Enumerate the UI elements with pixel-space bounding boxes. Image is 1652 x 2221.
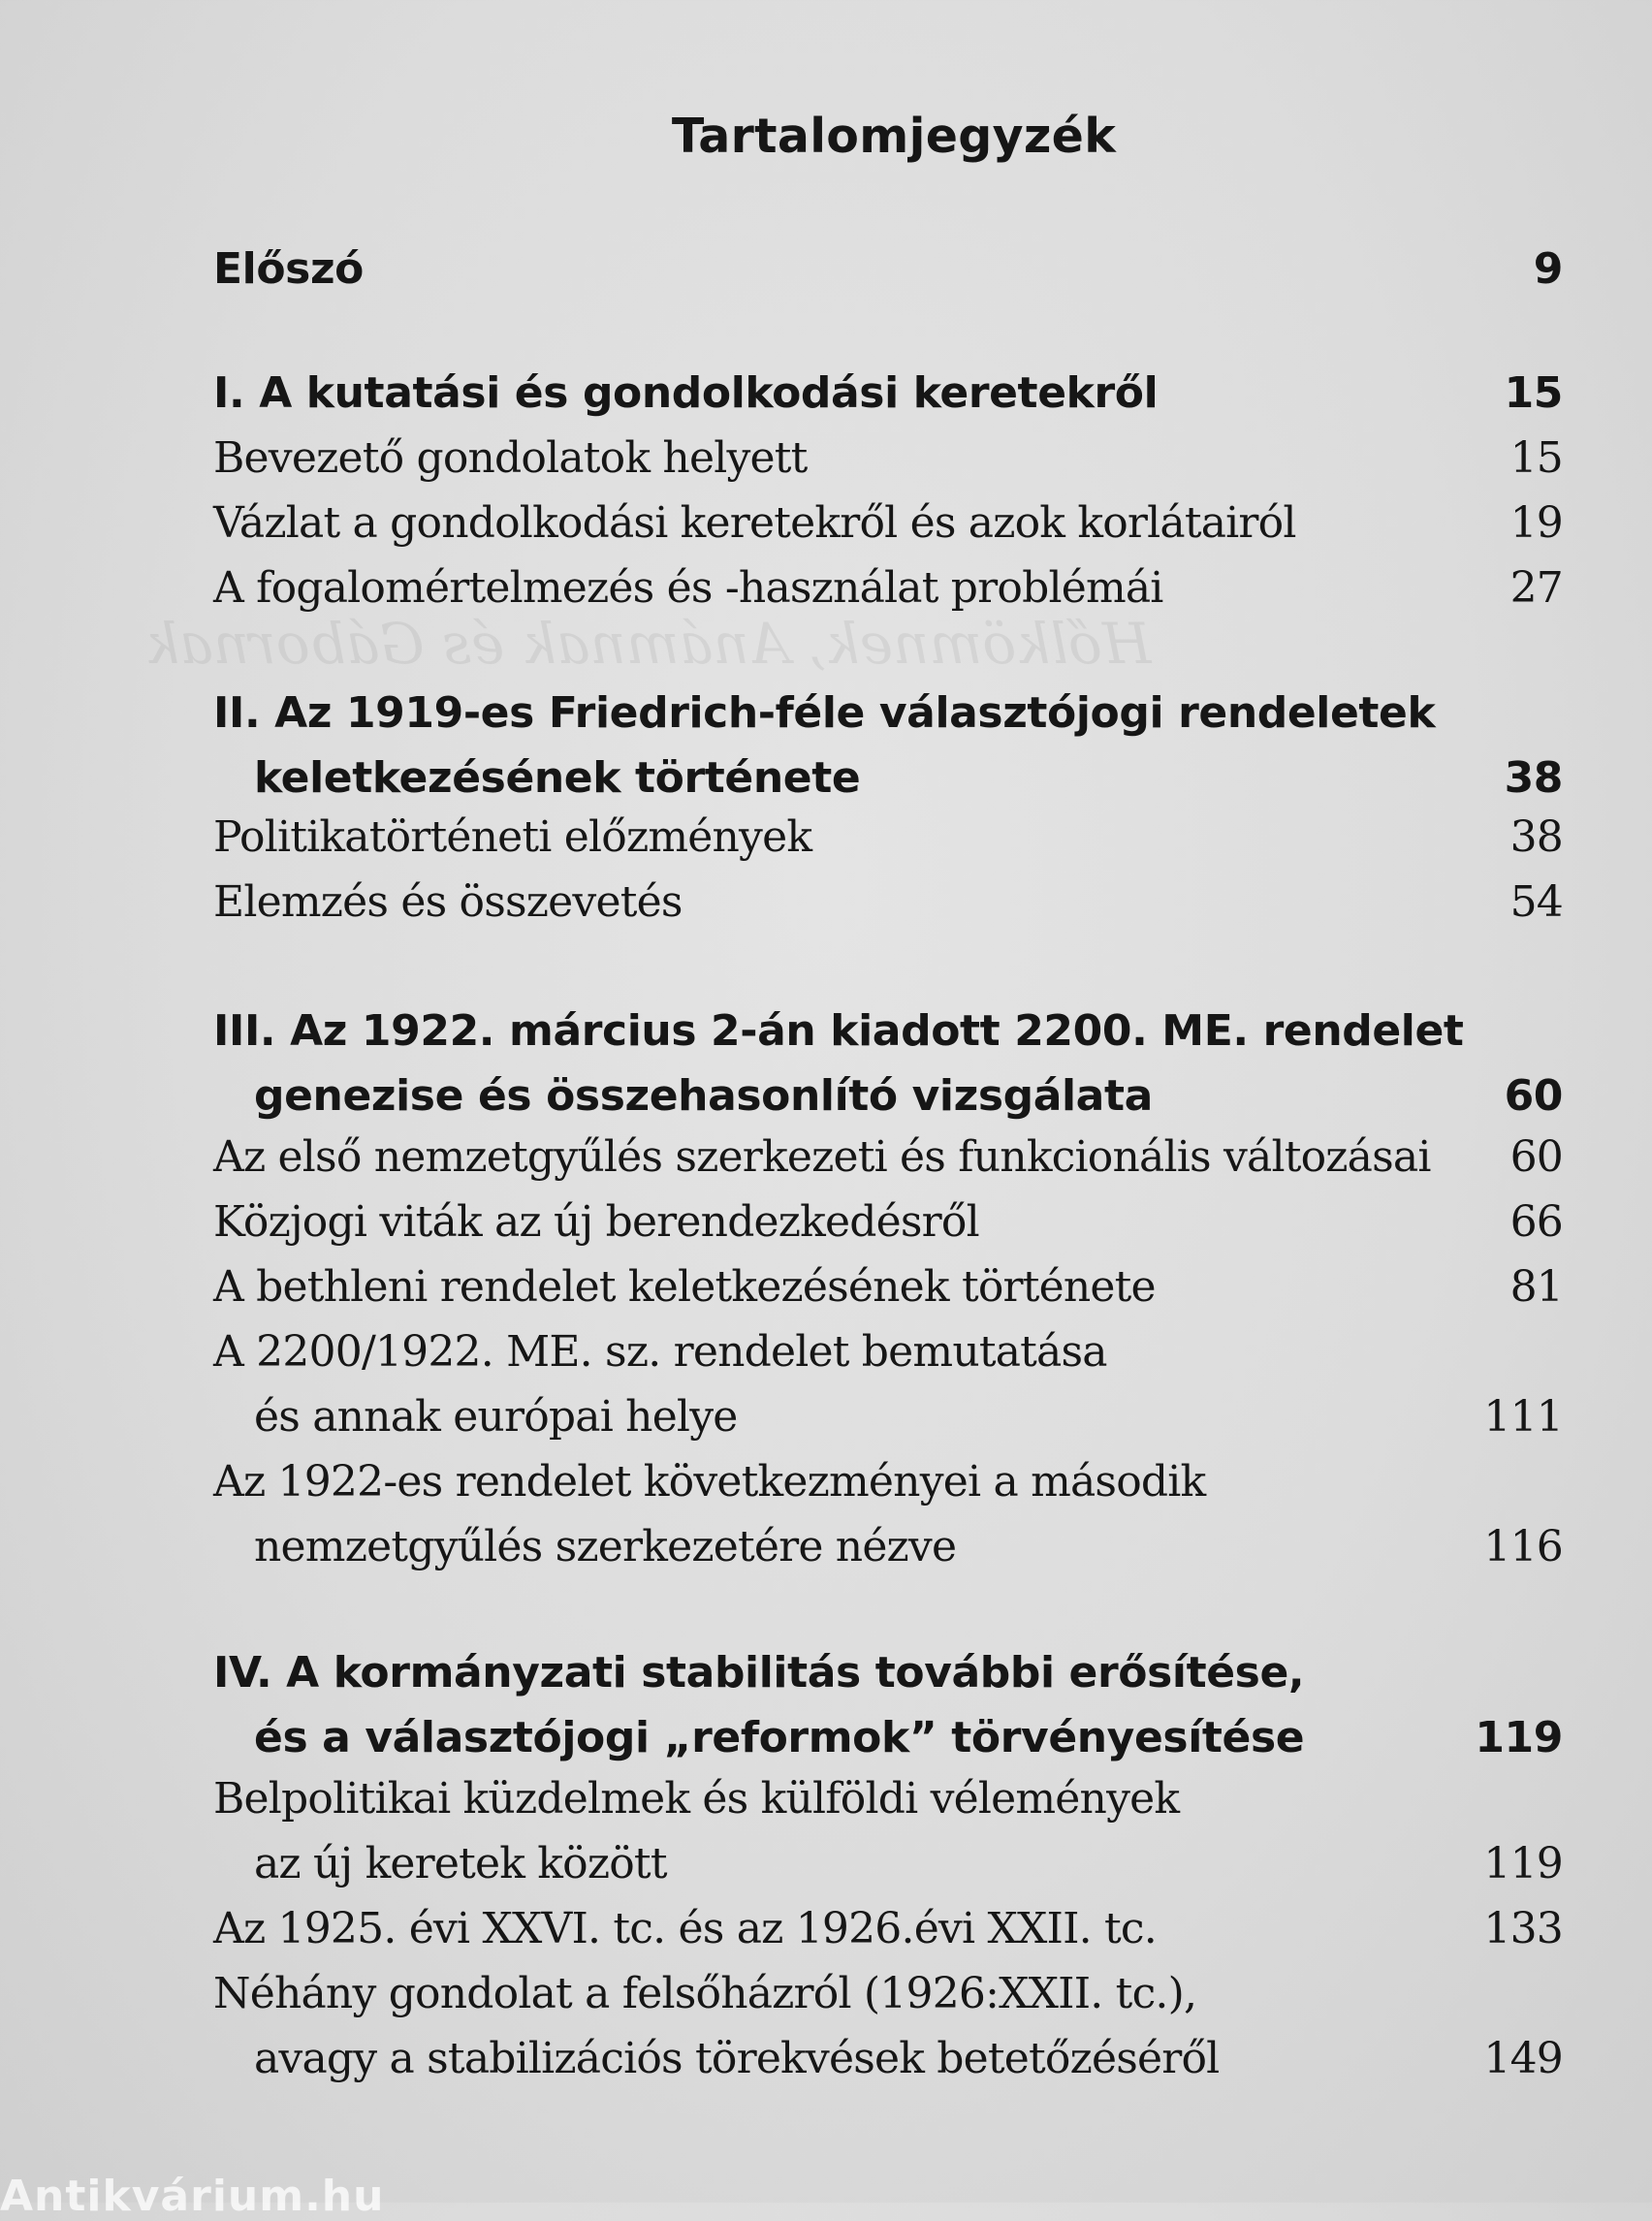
toc-entry-page: 66 <box>1509 1197 1563 1247</box>
toc-section[interactable] <box>213 805 1563 870</box>
toc-entry-title: A fogalomértelmezés és -használat problémái <box>213 563 1163 613</box>
toc-section[interactable] <box>213 1125 1563 1190</box>
toc-entry-page: 111 <box>1483 1392 1563 1442</box>
toc-entry-page: 81 <box>1509 1262 1563 1312</box>
toc-entry-title: Előszó <box>213 244 364 294</box>
toc-section[interactable] <box>213 1254 1563 1319</box>
page-title: Tartalomjegyzék <box>671 109 1117 164</box>
toc-entry-page: 38 <box>1504 753 1563 803</box>
toc-entry-title-cont: az új keretek között <box>254 1839 667 1888</box>
toc-entry-title-cont: és annak európai helye <box>254 1392 738 1442</box>
toc-entry-title-cont: genezise és összehasonlító vizsgálata <box>254 1071 1153 1121</box>
toc-section[interactable] <box>213 1190 1563 1254</box>
toc-entry-title-cont: nemzetgyűlés szerkezetére nézve <box>254 1522 957 1571</box>
toc-entry-page: 15 <box>1509 433 1563 483</box>
toc-section[interactable] <box>213 491 1563 555</box>
toc-entry-title-cont: avagy a stabilizációs törekvések betetőzéséről <box>254 2034 1220 2083</box>
toc-section[interactable] <box>213 870 1563 935</box>
toc-entry-title: III. Az 1922. március 2-án kiadott 2200. ME. rendelet <box>213 1006 1464 1056</box>
toc-entry-page: 116 <box>1483 1522 1563 1571</box>
toc-entry-title: Elemzés és összevetés <box>213 877 683 927</box>
toc-entry-title: Politikatörténeti előzmények <box>213 812 812 862</box>
toc-section[interactable] <box>213 426 1563 491</box>
toc-entry-page: 119 <box>1483 1839 1563 1888</box>
toc-section[interactable] <box>213 1319 1563 1449</box>
toc-entry-title: A 2200/1922. ME. sz. rendelet bemutatása <box>213 1327 1107 1377</box>
toc-entry-title: Belpolitikai küzdelmek és külföldi vélemények <box>213 1774 1180 1824</box>
toc-chapter-2[interactable] <box>213 681 1563 810</box>
toc-entry-page: 60 <box>1504 1071 1563 1121</box>
toc-entry-foreword[interactable] <box>213 237 1563 301</box>
toc-entry-title: Bevezető gondolatok helyett <box>213 433 808 483</box>
toc-entry-page: 9 <box>1533 244 1563 294</box>
toc-entry-page: 38 <box>1509 812 1563 862</box>
toc-entry-title: Vázlat a gondolkodási keretekről és azok korlátairól <box>213 498 1296 548</box>
toc-section[interactable] <box>213 1961 1563 2091</box>
toc-entry-page: 60 <box>1509 1132 1563 1182</box>
toc-entry-title: Közjogi viták az új berendezkedésről <box>213 1197 979 1247</box>
toc-section[interactable] <box>213 1449 1563 1579</box>
toc-entry-title: I. A kutatási és gondolkodási keretekről <box>213 368 1159 418</box>
toc-entry-title: Néhány gondolat a felsőházról (1926:XXII. tc.), <box>213 1969 1197 2018</box>
toc-entry-page: 133 <box>1483 1904 1563 1953</box>
toc-chapter-1[interactable] <box>213 361 1563 426</box>
toc-entry-title: Az első nemzetgyűlés szerkezeti és funkcionális változásai <box>213 1132 1431 1182</box>
toc-section[interactable] <box>213 1766 1563 1896</box>
toc-entry-page: 15 <box>1504 368 1563 418</box>
toc-entry-title-cont: keletkezésének története <box>254 753 861 803</box>
toc-entry-page: 19 <box>1509 498 1563 548</box>
toc-entry-title: Az 1922-es rendelet következményei a második <box>213 1457 1206 1507</box>
watermark: Antikvárium.hu <box>0 2172 385 2221</box>
toc-entry-page: 149 <box>1483 2034 1563 2083</box>
toc-chapter-3[interactable] <box>213 999 1563 1128</box>
toc-entry-page: 119 <box>1475 1713 1563 1762</box>
toc-entry-page: 54 <box>1509 877 1563 927</box>
toc-entry-title-cont: és a választójogi „reformok” törvényesítése <box>254 1713 1305 1762</box>
toc-section[interactable] <box>213 1896 1563 1961</box>
toc-entry-title: IV. A kormányzati stabilitás további erősítése, <box>213 1648 1305 1697</box>
toc-entry-title: II. Az 1919-es Friedrich-féle választójogi rendeletek <box>213 688 1436 738</box>
toc-entry-title: Az 1925. évi XXVI. tc. és az 1926.évi XXII. tc. <box>213 1904 1157 1953</box>
toc-section[interactable] <box>213 555 1563 620</box>
toc-chapter-4[interactable] <box>213 1640 1563 1770</box>
toc-entry-title: A bethleni rendelet keletkezésének története <box>213 1262 1156 1312</box>
bleed-through-text: Hőlkömnek, Anámnak és Gábornak <box>145 611 1152 677</box>
toc-entry-page: 27 <box>1509 563 1563 613</box>
